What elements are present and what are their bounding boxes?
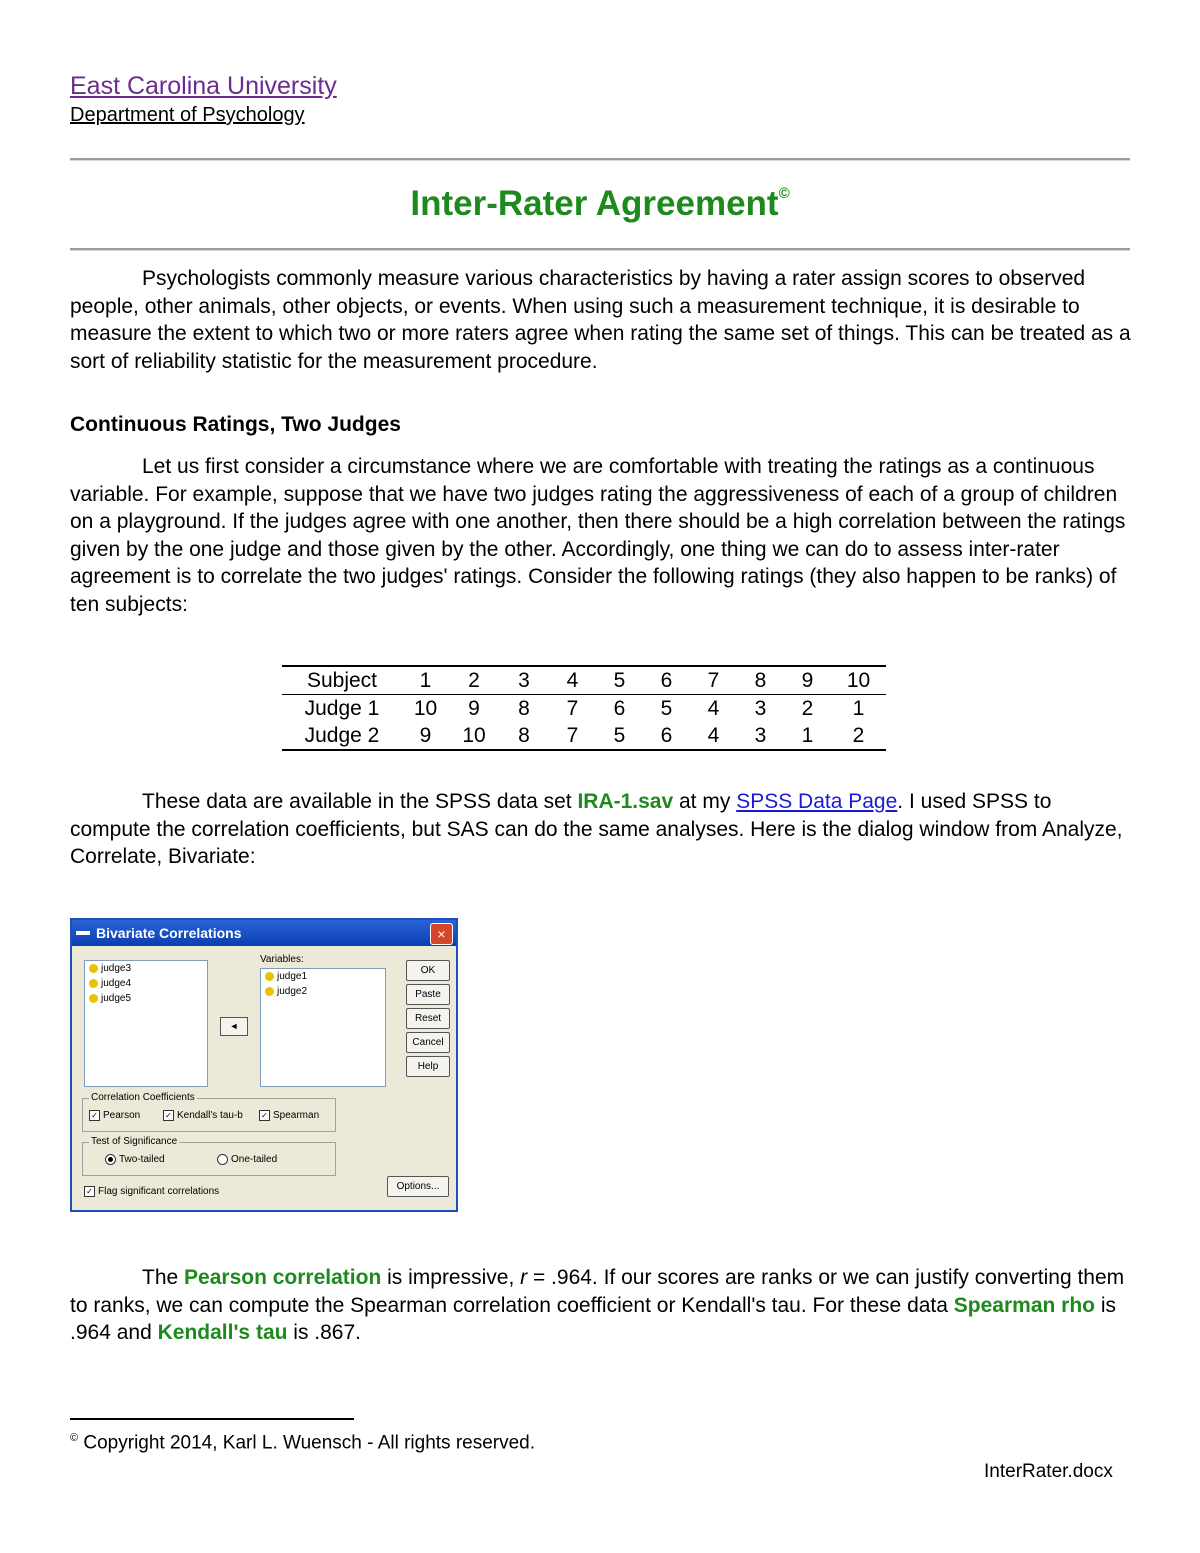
- cell: 9: [402, 722, 449, 750]
- ok-button[interactable]: OK: [406, 960, 450, 981]
- cell: 1: [784, 722, 831, 750]
- spearman-checkbox[interactable]: ✓ Spearman: [259, 1110, 319, 1121]
- variable-icon: [89, 964, 98, 973]
- dataset-name: IRA-1.sav: [577, 790, 674, 813]
- kendall-checkbox[interactable]: ✓ Kendall's tau-b: [163, 1110, 243, 1121]
- pearson-checkbox[interactable]: ✓ Pearson: [89, 1110, 140, 1121]
- cell: 8: [737, 666, 784, 695]
- window-icon: [76, 931, 90, 935]
- paste-button[interactable]: Paste: [406, 984, 450, 1005]
- source-variable-list[interactable]: [84, 960, 208, 1087]
- cell: 9: [468, 696, 480, 720]
- cell: 7: [549, 722, 596, 750]
- help-button[interactable]: Help: [406, 1056, 450, 1077]
- cell: 5: [660, 696, 673, 720]
- two-tailed-radio[interactable]: Two-tailed: [105, 1154, 165, 1165]
- cancel-button[interactable]: Cancel: [406, 1032, 450, 1053]
- ratings-table: [282, 665, 886, 751]
- variables-label: Variables:: [260, 954, 304, 965]
- cell: 6: [643, 666, 690, 695]
- flag-significant-checkbox[interactable]: ✓ Flag significant correlations: [84, 1186, 219, 1197]
- cell: 8: [499, 722, 549, 750]
- variable-icon: [89, 979, 98, 988]
- cell: 2: [831, 722, 886, 750]
- list-item[interactable]: judge5: [85, 991, 207, 1006]
- spss-data-page-link[interactable]: SPSS Data Page: [736, 790, 898, 813]
- cell: 2: [801, 696, 814, 720]
- list-item[interactable]: judge2: [261, 984, 385, 999]
- paragraph-results: The Pearson correlation is impressive, r = .964. If our scores are ranks or we can justify converting them to ranks, we can compute the Spearman correlation coefficient or Kendall's tau. For these data Spearman rho is .964 and Kendall's tau is .867.: [70, 1266, 1125, 1344]
- list-item[interactable]: judge3: [85, 961, 207, 976]
- cell: 6: [643, 722, 690, 750]
- paragraph-spss: These data are available in the SPSS data set IRA-1.sav at my SPSS Data Page. I used SPSS to compute the correlation coefficients, but SAS can do the same analyses. Here is the dialog window from Analyze, Correlate, Bivariate:: [70, 790, 1123, 868]
- pearson-term: Pearson correlation: [184, 1266, 382, 1289]
- variable-icon: [265, 987, 274, 996]
- selected-variable-list[interactable]: [260, 968, 386, 1087]
- dialog-titlebar: [72, 920, 456, 946]
- paragraph-continuous: Let us first consider a circumstance where we are comfortable with treating the ratings as a continuous variable. For example, suppose that we have two judges rating the aggressiveness of each of a group of children on a playground. If the judges agree with one another, then there should be a high correlation between the ratings given by the one judge and those given by the other. Accordingly, one thing we can do to assess inter-rater agreement is to correlate the two judges' ratings. Consider the following ratings (they also happen to be ranks) of ten subjects:: [70, 455, 1126, 616]
- section-heading: Continuous Ratings, Two Judges: [70, 413, 401, 436]
- cell: 8: [518, 696, 530, 720]
- significance-group: [82, 1136, 336, 1176]
- cell: 9: [784, 666, 831, 695]
- cell: 4: [707, 696, 720, 720]
- group-caption: Correlation Coefficients: [91, 1092, 195, 1103]
- copyright-mark: ©: [778, 185, 790, 203]
- cell: 5: [596, 722, 643, 750]
- bivariate-correlations-dialog: [70, 918, 458, 1212]
- department-link[interactable]: Department of Psychology: [70, 104, 305, 126]
- close-icon[interactable]: ×: [430, 923, 453, 945]
- row-label: Subject: [282, 666, 402, 695]
- cell: 7: [690, 666, 737, 695]
- group-caption: Test of Significance: [91, 1136, 178, 1147]
- variable-icon: [89, 994, 98, 1003]
- footnote-divider: [70, 1418, 354, 1420]
- one-tailed-radio[interactable]: One-tailed: [217, 1154, 277, 1165]
- table-row: [282, 695, 886, 723]
- cell: 3: [754, 696, 767, 720]
- cell: 10: [449, 722, 499, 750]
- cell: 3: [499, 666, 549, 695]
- row-label: Judge 1: [304, 696, 380, 720]
- kendall-term: Kendall's tau: [157, 1321, 288, 1344]
- cell: 3: [737, 722, 784, 750]
- title-divider: [70, 248, 1130, 251]
- cell: 2: [449, 666, 499, 695]
- cell: 4: [690, 722, 737, 750]
- dialog-title: Bivariate Correlations: [96, 925, 242, 941]
- page-title: Inter-Rater Agreement©: [410, 184, 790, 223]
- cell: 1: [402, 666, 449, 695]
- intro-paragraph: Psychologists commonly measure various characteristics by having a rater assign scores to observed people, other animals, other objects, or events. When using such a measurement technique, it is desirable to measure the extent to which two or more raters agree when rating the same set of things. This can be treated as a sort of reliability statistic for the measurement procedure.: [70, 267, 1131, 373]
- cell: 7: [566, 696, 579, 720]
- cell: 4: [549, 666, 596, 695]
- university-link[interactable]: East Carolina University: [70, 72, 337, 100]
- footnote: © Copyright 2014, Karl L. Wuensch - All rights reserved.: [70, 1432, 536, 1454]
- table-row: [282, 722, 886, 750]
- spearman-term: Spearman rho: [953, 1293, 1095, 1317]
- cell: 6: [613, 696, 626, 720]
- cell: 5: [596, 666, 643, 695]
- cell: 1: [852, 696, 865, 720]
- variable-icon: [265, 972, 274, 981]
- options-button[interactable]: Options...: [387, 1176, 449, 1197]
- list-item[interactable]: judge1: [261, 969, 385, 984]
- row-label: Judge 2: [282, 722, 402, 750]
- table-row: [282, 666, 886, 695]
- list-item[interactable]: judge4: [85, 976, 207, 991]
- top-divider: [70, 158, 1130, 161]
- file-name: InterRater.docx: [984, 1461, 1113, 1482]
- cell: 10: [413, 696, 438, 720]
- cell: 10: [831, 666, 886, 695]
- reset-button[interactable]: Reset: [406, 1008, 450, 1029]
- move-variable-button[interactable]: ◄: [220, 1017, 248, 1036]
- coefficients-group: [82, 1092, 336, 1132]
